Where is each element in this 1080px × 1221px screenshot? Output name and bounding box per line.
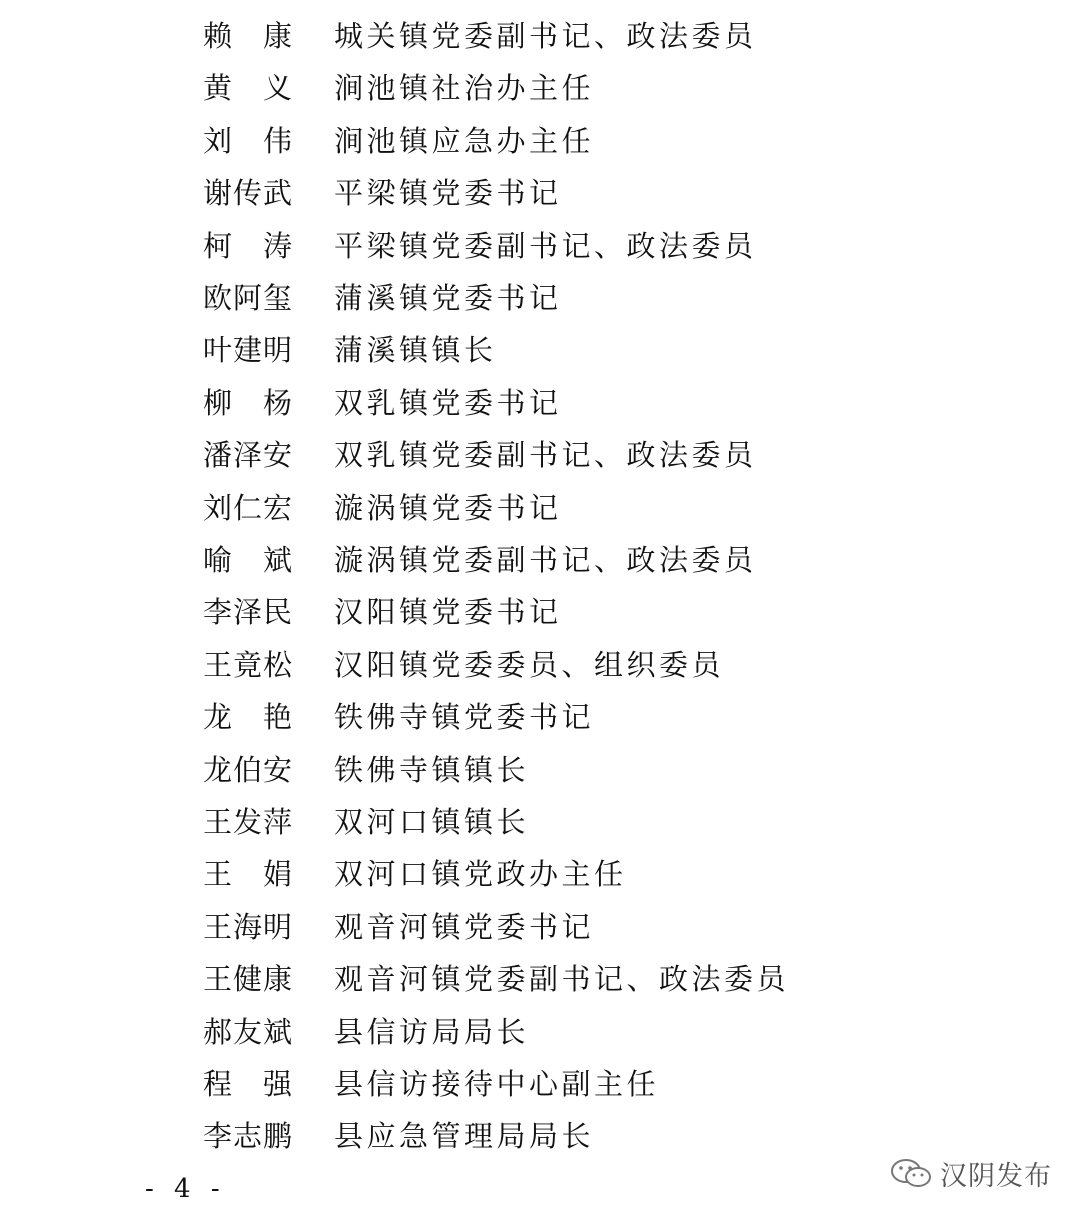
person-title: 蒲溪镇党委书记 [334,281,562,315]
person-name: 王 娟 [203,857,294,892]
person-name: 郝友斌 [203,1014,294,1049]
person-title: 县信访接待中心副主任 [334,1067,660,1101]
person-name: 喻 斌 [203,543,294,577]
person-title: 铁佛寺镇镇长 [334,752,530,787]
person-title: 县信访局局长 [334,1014,530,1049]
person-title: 双河口镇镇长 [334,805,530,839]
page-number: - 4 - [145,1174,226,1204]
person-name: 程 强 [203,1067,294,1101]
person-name: 欧阿玺 [203,281,294,315]
list-item [0,691,1080,743]
person-title: 漩涡镇党委副书记、政法委员 [334,543,757,577]
person-name: 李泽民 [203,595,294,630]
person-title: 城关镇党委副书记、政法委员 [334,19,757,53]
person-name: 刘仁宏 [203,490,294,525]
person-title: 双乳镇党委书记 [334,385,562,420]
person-name: 谢传武 [203,176,294,211]
list-item [0,324,1080,376]
watermark-text: 汉阴发布 [940,1161,1052,1192]
person-title: 涧池镇应急办主任 [334,123,595,158]
person-title: 汉阳镇党委书记 [334,595,562,630]
person-name: 柳 杨 [203,385,294,420]
person-title: 涧池镇社治办主任 [334,71,595,106]
list-item [0,639,1080,691]
person-title: 蒲溪镇镇长 [334,333,497,368]
list-item [0,115,1080,167]
list-item [0,482,1080,534]
list-item [0,744,1080,796]
list-item [0,534,1080,586]
list-item [0,1058,1080,1110]
person-name: 龙伯安 [203,752,294,787]
person-title: 汉阳镇党委委员、组织委员 [334,647,725,682]
person-name: 王发萍 [203,805,294,839]
person-title: 观音河镇党委副书记、政法委员 [334,962,790,997]
person-name: 潘泽安 [203,438,294,473]
watermark [890,1150,1070,1200]
list-item [0,377,1080,429]
person-name: 刘 伟 [203,123,294,158]
person-name: 赖 康 [203,19,294,53]
list-item [0,272,1080,324]
person-title: 铁佛寺镇党委书记 [334,700,595,735]
person-title: 平梁镇党委书记 [334,176,562,211]
list-item [0,901,1080,953]
person-name: 黄 义 [203,71,294,106]
person-title: 双河口镇党政办主任 [334,857,627,892]
person-name: 李志鹏 [203,1119,294,1154]
person-title: 观音河镇党委书记 [334,909,595,944]
person-name: 龙 艳 [203,700,294,735]
list-item [0,1006,1080,1058]
list-item [0,429,1080,481]
person-name: 柯 涛 [203,228,294,263]
list-item [0,848,1080,900]
person-title: 县应急管理局局长 [334,1119,595,1154]
person-name: 王健康 [203,962,294,997]
person-title: 双乳镇党委副书记、政法委员 [334,438,757,473]
person-title: 平梁镇党委副书记、政法委员 [334,228,757,263]
person-name: 王海明 [203,909,294,944]
list-item [0,10,1080,62]
wechat-icon [890,1156,934,1192]
list-item [0,586,1080,638]
list-item [0,220,1080,272]
list-item [0,167,1080,219]
person-title: 漩涡镇党委书记 [334,490,562,525]
person-name: 叶建明 [203,333,294,368]
list-item [0,796,1080,848]
list-item [0,953,1080,1005]
list-item [0,62,1080,114]
person-name: 王竟松 [203,647,294,682]
